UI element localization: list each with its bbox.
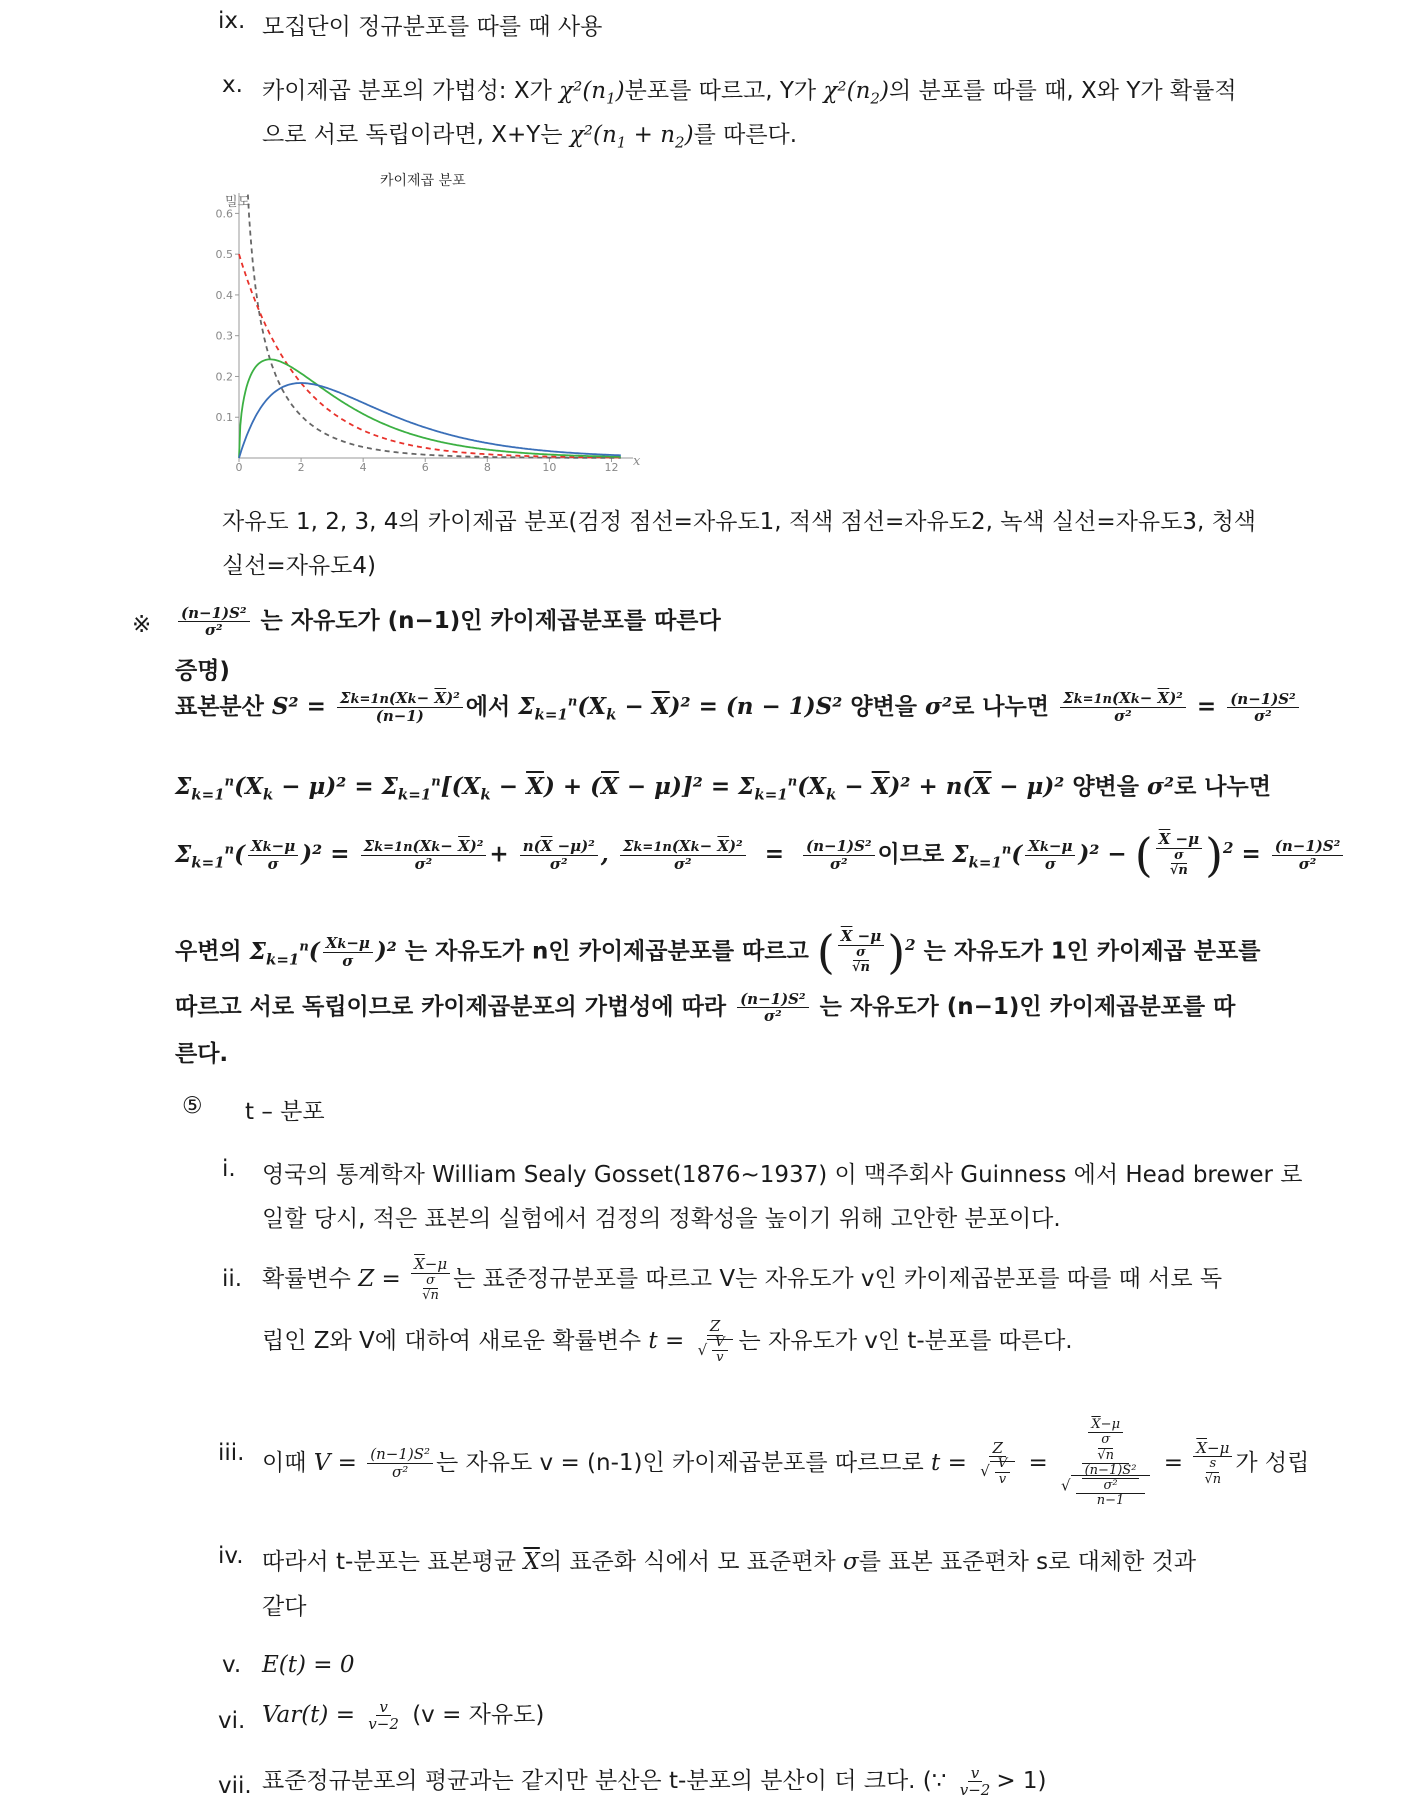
item-iv-number: iv. <box>218 1543 244 1569</box>
proof-line3: $\Sigma_{k=1}^n$( $\frac{Xk-\mu}{\sigma}$ )² = $\frac{\Sigma k=1n(Xk- \overline{X})^2}{\text{σ²}}$ + $\frac{n(\overline{X} -\mu)^2}{\text{σ²}}$ , $\frac{\Sigma k=1n(Xk- \overline{X})^2}{\text{σ²}}$ = $\frac{\text{(n−1)S²}}{\text{σ²}}$ 이므로 $\Sigma_{k=1}^n$( $\frac{Xk-\mu}{\sigma}$ )² − ( $\frac{\overline{X} -\mu}{\frac{\sigma}{√n}}$ )$^2$ = $\frac{\text{(n−1)S²}}{\text{σ²}}$ <box>175 828 1346 882</box>
y-tick-label: 0.4 <box>215 288 233 302</box>
chart-caption-line2: 실선=자유도4) <box>222 553 376 579</box>
chart-axes <box>239 193 633 458</box>
proof-line1: 표본분산 S² = $\frac{\Sigma k=1n(Xk- \overline{X})^2}{(n-1)}$ 에서 $\Sigma_{k=1}^n(X_k - \overline{X})^2 = (n - 1)S^2$ 양변을 σ²로 나누면 $\frac{\Sigma k=1n(Xk- \overline{X})^2}{\text{σ²}}$ = $\frac{\text{(n−1)S²}}{\text{σ²}}$ <box>175 688 1302 725</box>
item-x-number: x. <box>222 72 243 98</box>
x-tick-label: 10 <box>542 461 557 474</box>
item-v-number: v. <box>222 1652 242 1678</box>
item-ii-line1: 확률변수 Z = $\frac{\overline{X}-\mu}{\frac{\sigma}{√n}}$ 는 표준정규분포를 따르고 V는 자유도가 v인 카이제곱분포를 따를 때 서로 독 <box>262 1255 1223 1303</box>
y-tick-label: 0.5 <box>215 248 233 262</box>
proof-line5: 따르고 서로 독립이므로 카이제곱분포의 가법성에 따라 $\frac{\text{(n−1)S²}}{\text{σ²}}$ 는 자유도가 (n−1)인 카이제곱분포를 따 <box>175 989 1236 1025</box>
series-df2-line <box>239 254 621 457</box>
chart-ylabel: 밀도 <box>225 195 251 210</box>
section-title: t – 분포 <box>245 1099 325 1125</box>
item-iv-line2: 같다 <box>262 1594 307 1620</box>
x-tick-label: 6 <box>421 461 429 474</box>
y-tick-label: 0.6 <box>215 207 233 221</box>
chart-caption-line1: 자유도 1, 2, 3, 4의 카이제곱 분포(검정 점선=자유도1, 적색 점선=자유도2, 녹색 실선=자유도3, 청색 <box>222 509 1257 535</box>
item-x-line2: 으로 서로 독립이라면, X+Y는 $\chi^2(n_1 + n_2)$를 따른다. <box>262 122 798 152</box>
chart-xlabel: x <box>633 454 641 469</box>
y-tick-label: 0.1 <box>215 411 233 425</box>
item-ii-line2: 립인 Z와 V에 대하여 새로운 확률변수 t = Z √ $\frac{V}{v}$ 는 자유도가 v인 t-분포를 따른다. <box>262 1317 1073 1365</box>
x-tick-label: 8 <box>483 461 491 474</box>
y-tick-label: 0.2 <box>215 370 233 384</box>
item-v-expr: E(t) = 0 <box>262 1652 355 1678</box>
item-vi-number: vi. <box>218 1708 246 1734</box>
series-df3-line <box>239 359 621 457</box>
x-tick-label: 4 <box>359 461 367 474</box>
item-ii-number: ii. <box>222 1266 243 1292</box>
item-ix-number: ix. <box>218 8 246 34</box>
chart-ticks <box>216 207 619 474</box>
series-df1-line <box>248 195 621 458</box>
x-tick-label: 0 <box>235 461 243 474</box>
proof-line2: $\Sigma_{k=1}^n(X_k - \mu)^2 = \Sigma_{k=1}^n[(X_k - \overline{X}) + (\overline{X} - \mu)]^2 = \Sigma_{k=1}^n(X_k - \overline{X})^2 + n(\overline{X} - \mu)^2$ 양변을 σ²로 나누면 <box>175 773 1271 804</box>
item-ix-text: 모집단이 정규분포를 따를 때 사용 <box>262 14 603 40</box>
item-i-number: i. <box>222 1156 236 1182</box>
proof-label: 증명) <box>175 658 230 684</box>
x-tick-label: 12 <box>604 461 619 474</box>
y-tick-label: 0.3 <box>215 329 233 343</box>
proof-heading: $\frac{\text{(n−1)S²}}{\text{σ²}}$ 는 자유도가 (n−1)인 카이제곱분포를 따른다 <box>175 602 721 639</box>
item-i-line2: 일할 당시, 적은 표본의 실험에서 검정의 정확성을 높이기 위해 고안한 분포이다. <box>262 1206 1061 1232</box>
item-iii-line: 이때 V = $\frac{\text{(n−1)S²}}{\text{σ²}}$ 는 자유도 v = (n-1)인 카이제곱분포를 따르므로 t = Z √ $\frac{V}{v}$ = $\frac{\overline{X}-\mu}{\frac{\sigma}{√n}}$ √ $\frac{\frac{\text{(n−1)S²}}{\text{σ²}}}{n-1}$ = $\frac{\overline{X}-\mu}{\frac{s}{√n}}$ 가 성립 <box>262 1417 1310 1509</box>
x-tick-label: 2 <box>297 461 305 474</box>
item-vi-line: Var(t) = $\frac{v}{v-2}$ (v = 자유도) <box>262 1697 545 1733</box>
chi-square-chart <box>215 165 655 475</box>
chart-series-lines <box>239 195 621 458</box>
proof-line6: 른다. <box>175 1041 229 1067</box>
item-iii-number: iii. <box>218 1440 245 1466</box>
section-number: ⑤ <box>182 1093 203 1119</box>
proof-line4: 우변의 $\Sigma_{k=1}^n$( $\frac{Xk-\mu}{\sigma}$ )² 는 자유도가 n인 카이제곱분포를 따르고 ( $\frac{\overline{X} -\mu}{\frac{\sigma}{√n}}$ )$^2$ 는 자유도가 1인 카이제곱 분포를 <box>175 925 1261 979</box>
reference-mark: ※ <box>132 612 152 638</box>
item-vii-line: 표준정규분포의 평균과는 같지만 분산은 t-분포의 분산이 더 크다. (∵ $\frac{v}{v-2}$ > 1) <box>262 1763 1047 1799</box>
item-i-line1: 영국의 통계학자 William Sealy Gosset(1876~1937) 이 맥주회사 Guinness 에서 Head brewer 로 <box>262 1162 1303 1188</box>
item-iv-line1: 따라서 t-분포는 표본평균 $\overline{X}$의 표준화 식에서 모 표준편차 σ를 표본 표준편차 s로 대체한 것과 <box>262 1549 1197 1575</box>
chart-title: 카이제곱 분포 <box>380 173 466 189</box>
series-df4-line <box>239 383 621 458</box>
item-vii-number: vii. <box>218 1773 252 1799</box>
item-x-line1: 카이제곱 분포의 가법성: X가 $\chi^2(n_1)$분포를 따르고, Y가 $\chi^2(n_2)$의 분포를 따를 때, X와 Y가 확률적 <box>262 78 1237 108</box>
